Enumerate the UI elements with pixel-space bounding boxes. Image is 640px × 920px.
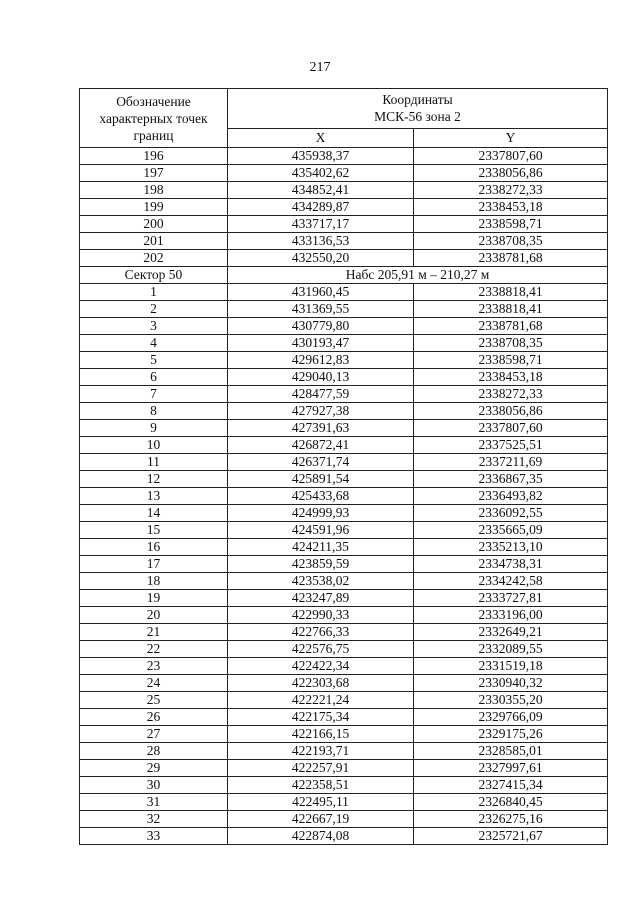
- y-coordinate-cell: 2337525,51: [414, 437, 608, 454]
- table-row: [80, 335, 608, 352]
- point-id-cell: 19: [80, 590, 228, 607]
- point-id-cell: 202: [80, 250, 228, 267]
- y-coordinate-cell: 2335665,09: [414, 522, 608, 539]
- y-coordinate-cell: 2337211,69: [414, 454, 608, 471]
- y-coordinate-cell: 2334738,31: [414, 556, 608, 573]
- x-coordinate-cell: 422990,33: [228, 607, 414, 624]
- y-coordinate-cell: 2336493,82: [414, 488, 608, 505]
- point-id-cell: 201: [80, 233, 228, 250]
- table-row: [80, 556, 608, 573]
- x-coordinate-cell: 428477,59: [228, 386, 414, 403]
- x-coordinate-cell: 431960,45: [228, 284, 414, 301]
- y-coordinate-cell: 2327997,61: [414, 760, 608, 777]
- y-coordinate-cell: 2338453,18: [414, 369, 608, 386]
- page-number: 217: [309, 60, 331, 75]
- table-row: [80, 352, 608, 369]
- x-coordinate-cell: 430779,80: [228, 318, 414, 335]
- point-id-cell: 31: [80, 794, 228, 811]
- table-row: [80, 250, 608, 267]
- point-id-cell: 198: [80, 182, 228, 199]
- point-id-cell: 23: [80, 658, 228, 675]
- point-id-cell: 200: [80, 216, 228, 233]
- x-coordinate-cell: 425433,68: [228, 488, 414, 505]
- table-row: [80, 216, 608, 233]
- y-coordinate-cell: 2337807,60: [414, 420, 608, 437]
- table-row: [80, 403, 608, 420]
- x-column-header: X: [228, 128, 414, 147]
- designation-header: Обозначение характерных точек границ: [80, 89, 228, 148]
- table-row: [80, 658, 608, 675]
- y-coordinate-cell: 2336092,55: [414, 505, 608, 522]
- point-id-cell: 30: [80, 777, 228, 794]
- point-id-cell: 17: [80, 556, 228, 573]
- coordinates-header: [228, 89, 608, 129]
- x-coordinate-cell: 422667,19: [228, 811, 414, 828]
- y-coordinate-cell: 2330355,20: [414, 692, 608, 709]
- table-row: [80, 369, 608, 386]
- x-coordinate-cell: 426371,74: [228, 454, 414, 471]
- x-coordinate-cell: 435938,37: [228, 148, 414, 165]
- y-coordinate-cell: 2325721,67: [414, 828, 608, 845]
- coordinates-table: [79, 88, 608, 845]
- point-id-cell: 25: [80, 692, 228, 709]
- point-id-cell: 8: [80, 403, 228, 420]
- table-row: [80, 182, 608, 199]
- y-coordinate-cell: 2338781,68: [414, 318, 608, 335]
- table-row: [80, 760, 608, 777]
- x-coordinate-cell: 430193,47: [228, 335, 414, 352]
- table-row: [80, 709, 608, 726]
- table-row: [80, 471, 608, 488]
- point-id-cell: 4: [80, 335, 228, 352]
- point-id-cell: 2: [80, 301, 228, 318]
- x-coordinate-cell: 422221,24: [228, 692, 414, 709]
- point-id-cell: 11: [80, 454, 228, 471]
- x-coordinate-cell: 422358,51: [228, 777, 414, 794]
- x-coordinate-cell: 422257,91: [228, 760, 414, 777]
- x-coordinate-cell: 424211,35: [228, 539, 414, 556]
- point-id-cell: 12: [80, 471, 228, 488]
- table-row: [80, 301, 608, 318]
- point-id-cell: 199: [80, 199, 228, 216]
- table-row: [80, 743, 608, 760]
- y-coordinate-cell: 2333196,00: [414, 607, 608, 624]
- table-row: [80, 233, 608, 250]
- y-coordinate-cell: 2330940,32: [414, 675, 608, 692]
- x-coordinate-cell: 424591,96: [228, 522, 414, 539]
- point-id-cell: 1: [80, 284, 228, 301]
- point-id-cell: 16: [80, 539, 228, 556]
- x-coordinate-cell: 427927,38: [228, 403, 414, 420]
- point-id-cell: 10: [80, 437, 228, 454]
- y-coordinate-cell: 2336867,35: [414, 471, 608, 488]
- table-row: [80, 777, 608, 794]
- table-row: [80, 692, 608, 709]
- y-coordinate-cell: 2338272,33: [414, 182, 608, 199]
- table-row: [80, 284, 608, 301]
- y-coordinate-cell: 2338708,35: [414, 335, 608, 352]
- y-coordinate-cell: 2338453,18: [414, 199, 608, 216]
- table-row: [80, 811, 608, 828]
- table-row: [80, 641, 608, 658]
- x-coordinate-cell: 422422,34: [228, 658, 414, 675]
- x-coordinate-cell: 422495,11: [228, 794, 414, 811]
- y-coordinate-cell: 2327415,34: [414, 777, 608, 794]
- y-coordinate-cell: 2334242,58: [414, 573, 608, 590]
- x-coordinate-cell: 431369,55: [228, 301, 414, 318]
- x-coordinate-cell: 423538,02: [228, 573, 414, 590]
- x-coordinate-cell: 429040,13: [228, 369, 414, 386]
- sector-height-range: Набс 205,91 м – 210,27 м: [228, 267, 608, 284]
- y-coordinate-cell: 2338818,41: [414, 301, 608, 318]
- point-id-cell: 28: [80, 743, 228, 760]
- x-coordinate-cell: 424999,93: [228, 505, 414, 522]
- x-coordinate-cell: 433717,17: [228, 216, 414, 233]
- y-coordinate-cell: 2337807,60: [414, 148, 608, 165]
- x-coordinate-cell: 422303,68: [228, 675, 414, 692]
- y-coordinate-cell: 2333727,81: [414, 590, 608, 607]
- y-coordinate-cell: 2338818,41: [414, 284, 608, 301]
- point-id-cell: 32: [80, 811, 228, 828]
- point-id-cell: 13: [80, 488, 228, 505]
- table-row: [80, 199, 608, 216]
- point-id-cell: 27: [80, 726, 228, 743]
- table-row: [80, 607, 608, 624]
- coordinates-table-body: [80, 89, 608, 845]
- y-coordinate-cell: 2326840,45: [414, 794, 608, 811]
- point-id-cell: 24: [80, 675, 228, 692]
- point-id-cell: 18: [80, 573, 228, 590]
- point-id-cell: 22: [80, 641, 228, 658]
- x-coordinate-cell: 422193,71: [228, 743, 414, 760]
- sector-label: Сектор 50: [80, 267, 228, 284]
- point-id-cell: 196: [80, 148, 228, 165]
- x-coordinate-cell: 426872,41: [228, 437, 414, 454]
- y-coordinate-cell: 2338708,35: [414, 233, 608, 250]
- x-coordinate-cell: 434289,87: [228, 199, 414, 216]
- point-id-cell: 3: [80, 318, 228, 335]
- sector-row: [80, 267, 608, 284]
- table-row: [80, 488, 608, 505]
- x-coordinate-cell: 422175,34: [228, 709, 414, 726]
- y-coordinate-cell: 2331519,18: [414, 658, 608, 675]
- point-id-cell: 33: [80, 828, 228, 845]
- x-coordinate-cell: 435402,62: [228, 165, 414, 182]
- table-row: [80, 794, 608, 811]
- table-row: [80, 522, 608, 539]
- x-coordinate-cell: 429612,83: [228, 352, 414, 369]
- point-id-cell: 15: [80, 522, 228, 539]
- table-row: [80, 386, 608, 403]
- x-coordinate-cell: 422166,15: [228, 726, 414, 743]
- table-row: [80, 148, 608, 165]
- x-coordinate-cell: 434852,41: [228, 182, 414, 199]
- y-coordinate-cell: 2338598,71: [414, 352, 608, 369]
- point-id-cell: 29: [80, 760, 228, 777]
- table-row: [80, 318, 608, 335]
- point-id-cell: 26: [80, 709, 228, 726]
- y-coordinate-cell: 2328585,01: [414, 743, 608, 760]
- point-id-cell: 21: [80, 624, 228, 641]
- coordinates-title: Координаты: [382, 92, 453, 108]
- table-row: [80, 437, 608, 454]
- point-id-cell: 5: [80, 352, 228, 369]
- y-coordinate-cell: 2329766,09: [414, 709, 608, 726]
- y-coordinate-cell: 2338056,86: [414, 403, 608, 420]
- table-row: [80, 454, 608, 471]
- table-row: [80, 624, 608, 641]
- y-coordinate-cell: 2332089,55: [414, 641, 608, 658]
- header-row-1: [80, 89, 608, 129]
- table-row: [80, 590, 608, 607]
- table-row: [80, 420, 608, 437]
- x-coordinate-cell: 422576,75: [228, 641, 414, 658]
- x-coordinate-cell: 423247,89: [228, 590, 414, 607]
- y-coordinate-cell: 2329175,26: [414, 726, 608, 743]
- table-row: [80, 726, 608, 743]
- table-row: [80, 165, 608, 182]
- table-row: [80, 675, 608, 692]
- table-row: [80, 505, 608, 522]
- table-row: [80, 573, 608, 590]
- x-coordinate-cell: 422766,33: [228, 624, 414, 641]
- y-coordinate-cell: 2335213,10: [414, 539, 608, 556]
- point-id-cell: 9: [80, 420, 228, 437]
- y-coordinate-cell: 2338598,71: [414, 216, 608, 233]
- table-row: [80, 828, 608, 845]
- point-id-cell: 7: [80, 386, 228, 403]
- x-coordinate-cell: 422874,08: [228, 828, 414, 845]
- x-coordinate-cell: 433136,53: [228, 233, 414, 250]
- y-coordinate-cell: 2326275,16: [414, 811, 608, 828]
- y-coordinate-cell: 2338781,68: [414, 250, 608, 267]
- y-coordinate-cell: 2332649,21: [414, 624, 608, 641]
- point-id-cell: 197: [80, 165, 228, 182]
- point-id-cell: 6: [80, 369, 228, 386]
- x-coordinate-cell: 432550,20: [228, 250, 414, 267]
- x-coordinate-cell: 427391,63: [228, 420, 414, 437]
- y-coordinate-cell: 2338272,33: [414, 386, 608, 403]
- y-column-header: Y: [414, 128, 608, 147]
- x-coordinate-cell: 425891,54: [228, 471, 414, 488]
- table-row: [80, 539, 608, 556]
- x-coordinate-cell: 423859,59: [228, 556, 414, 573]
- point-id-cell: 14: [80, 505, 228, 522]
- coordinates-system: МСК-56 зона 2: [374, 109, 461, 125]
- y-coordinate-cell: 2338056,86: [414, 165, 608, 182]
- point-id-cell: 20: [80, 607, 228, 624]
